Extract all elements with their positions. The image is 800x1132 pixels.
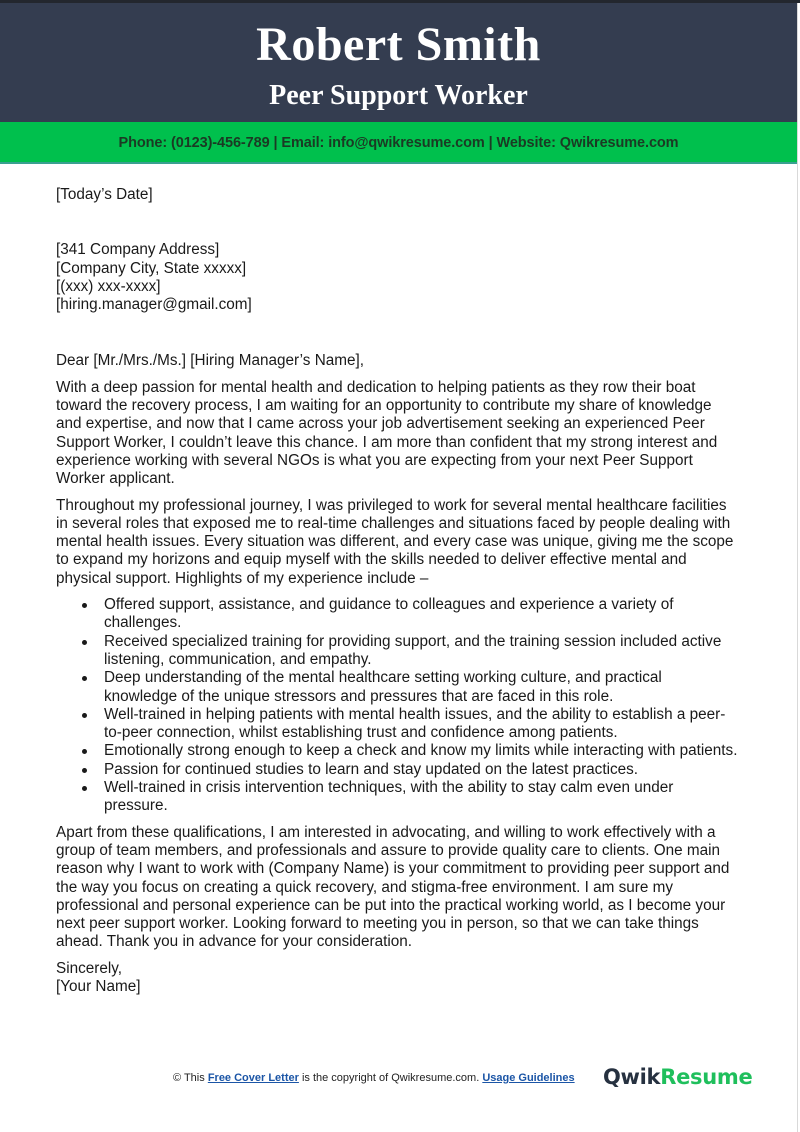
qwikresume-logo[interactable] (603, 1065, 752, 1089)
text-line: mental health issues. Every situation was different, and every case was unique, giving me the scope (56, 533, 734, 551)
text-line: group of team members, and professionals and assure to provide quality care to clients. One main (56, 841, 721, 859)
text-line: professional and personal experience can be put into the practical working world, as I become your (56, 896, 726, 914)
address-line: [Company City, State xxxxx] (56, 259, 247, 277)
text-line: Well-trained in helping patients with mental health issues, and the ability to establish a peer- (104, 705, 726, 723)
text-line: Throughout my professional journey, I was privileged to work for several mental healthcare facilities (56, 496, 727, 514)
list-item (56, 669, 756, 706)
closing: Sincerely, (56, 959, 123, 977)
text-line: to-peer connection, whilst establishing trust and confidence among patients. (104, 724, 618, 742)
contact-info: Phone: (0123)-456-789 | Email: info@qwikresume.com | Website: Qwikresume.com (118, 135, 679, 151)
bullet-icon (82, 713, 87, 718)
text-line: and expertise, and now that I came across your job advertisement seeking an experienced Peer (56, 415, 705, 433)
list-item (56, 633, 756, 670)
text-line: Offered support, assistance, and guidance to colleagues and experience a variety of (104, 596, 674, 614)
list-item (56, 596, 756, 633)
letter-body (56, 186, 756, 996)
address-line: [hiring.manager@gmail.com] (56, 296, 252, 314)
paragraph-intro (56, 379, 756, 489)
usage-guidelines-link[interactable]: Usage Guidelines (482, 1072, 575, 1084)
logo-qwik: Qwik (603, 1065, 661, 1089)
text-line: Well-trained in crisis intervention techniques, with the ability to stay calm even under (104, 779, 674, 797)
bullet-icon (82, 768, 87, 773)
text-line: knowledge of the unique stressors and pressures that are faced in this role. (104, 687, 614, 705)
highlights-list (56, 596, 756, 816)
text-line: Received specialized training for providing support, and the training session included active (104, 632, 722, 650)
copyright-prefix: © This (173, 1072, 208, 1084)
list-item (56, 779, 756, 816)
bullet-icon (82, 749, 87, 754)
text-line: reason why I want to work with (Company Name) is your commitment to providing peer support and (56, 860, 730, 878)
list-item (56, 706, 756, 743)
bullet-icon (82, 786, 87, 791)
bullet-icon (82, 676, 87, 681)
footer (0, 1065, 797, 1092)
copyright-middle: is the copyright of Qwikresume.com. (298, 1072, 483, 1084)
text-line: physical support. Highlights of my experience include – (56, 569, 429, 587)
signature: [Your Name] (56, 977, 141, 995)
text-line: listening, communication, and empathy. (104, 650, 372, 668)
job-title: Peer Support Worker (269, 80, 528, 111)
salutation-text: Dear [Mr./Mrs./Ms.] [Hiring Manager’s Name], (56, 352, 364, 370)
free-cover-letter-link[interactable]: Free Cover Letter (207, 1072, 299, 1084)
text-line: Emotionally strong enough to keep a check and know my limits while interacting with patients. (104, 742, 738, 760)
contact-band (0, 122, 797, 164)
text-line: next peer support worker. Looking forward to meeting you in person, so that we can take things (56, 915, 699, 933)
text-line: ahead. Thank you in advance for your consideration. (56, 933, 413, 951)
bullet-icon (82, 640, 87, 645)
copyright-notice (173, 1072, 575, 1084)
address-line: [(xxx) xxx-xxxx] (56, 277, 161, 295)
text-line: Passion for continued studies to learn and stay updated on the latest practices. (104, 760, 639, 778)
logo-resume: Resume (660, 1065, 753, 1089)
sign-off (56, 960, 756, 997)
salutation (56, 352, 756, 370)
text-line: toward the recovery process, I am waiting for an opportunity to contribute my share of knowledge (56, 397, 712, 415)
text-line: challenges. (104, 614, 182, 632)
list-item (56, 742, 756, 760)
text-line: the way you focus on creating a quick recovery, and stigma-free environment. I am sure my (56, 878, 673, 896)
letter-date: [Today’s Date] (56, 186, 153, 203)
text-line: in several roles that exposed me to real-time challenges and situations faced by people dealing with (56, 514, 731, 532)
text-line: Apart from these qualifications, I am interested in advocating, and willing to work effectively with a (56, 823, 716, 841)
text-line: With a deep passion for mental health and dedication to helping patients as they row their boat (56, 378, 696, 396)
recipient-address (56, 241, 756, 314)
text-line: Support Worker, I couldn’t leave this chance. I am more than confident that my strong interest and (56, 433, 718, 451)
applicant-name: Robert Smith (256, 18, 541, 71)
text-line: Worker applicant. (56, 470, 175, 488)
text-line: pressure. (104, 797, 168, 815)
list-item (56, 761, 756, 779)
text-line: experience working with several NGOs is what you are expecting from your next Peer Support (56, 451, 693, 469)
bullet-icon (82, 603, 87, 608)
paragraph-experience (56, 497, 756, 588)
address-line: [341 Company Address] (56, 241, 220, 259)
text-line: to expand my horizons and equip myself with the skills needed to deliver effective mental and (56, 551, 687, 569)
text-line: Deep understanding of the mental healthcare setting working culture, and practical (104, 669, 662, 687)
header-band (0, 3, 797, 122)
paragraph-closing (56, 824, 756, 952)
